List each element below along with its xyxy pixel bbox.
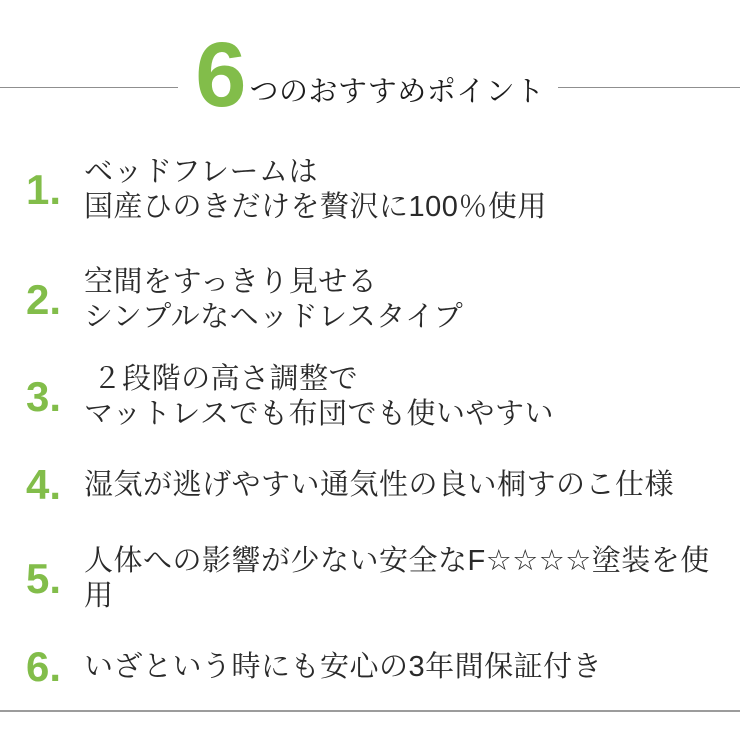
point-text-line: 空間をすっきり見せる bbox=[84, 266, 378, 298]
point-number: 1. bbox=[26, 166, 62, 213]
section-header bbox=[0, 0, 740, 127]
point-item bbox=[26, 643, 730, 690]
points-list bbox=[0, 155, 740, 688]
bottom-divider bbox=[0, 710, 740, 712]
point-text bbox=[84, 650, 602, 685]
point-text-line: ２段階の高さ調整で bbox=[84, 363, 359, 395]
point-text-line: いざという時にも安心の3年間保証付き bbox=[84, 650, 603, 683]
point-text-line: シンプルなヘッドレスタイプ bbox=[84, 301, 464, 333]
point-text-line: ベッドフレームは bbox=[84, 156, 318, 188]
header-divider-left bbox=[0, 87, 178, 88]
point-item bbox=[26, 155, 730, 225]
point-number: 2. bbox=[26, 276, 62, 323]
point-item bbox=[26, 461, 730, 508]
point-text bbox=[84, 362, 554, 432]
point-number: 4. bbox=[26, 461, 62, 508]
point-text bbox=[84, 265, 463, 335]
point-text bbox=[84, 155, 547, 225]
point-text-line: 人体への影響が少ない安全なF☆☆☆☆塗装を使用 bbox=[84, 545, 710, 612]
point-number: 3. bbox=[26, 373, 62, 420]
point-item bbox=[26, 544, 730, 614]
point-text bbox=[84, 544, 730, 614]
point-text-line: マットレスでも布団でも使いやすい bbox=[84, 398, 554, 430]
point-number: 6. bbox=[26, 643, 62, 690]
header-title bbox=[195, 24, 545, 127]
header-divider-right bbox=[558, 87, 740, 88]
point-text-line: 湿気が逃げやすい通気性の良い桐すのこ仕様 bbox=[84, 468, 675, 501]
point-text-line: 国産ひのきだけを贅沢に100％使用 bbox=[84, 191, 547, 223]
point-text bbox=[84, 468, 674, 503]
header-title-text: つのおすすめポイント bbox=[249, 76, 545, 108]
point-item bbox=[26, 265, 730, 335]
point-number: 5. bbox=[26, 555, 62, 602]
point-item bbox=[26, 362, 730, 432]
big-number: 6 bbox=[195, 24, 245, 127]
